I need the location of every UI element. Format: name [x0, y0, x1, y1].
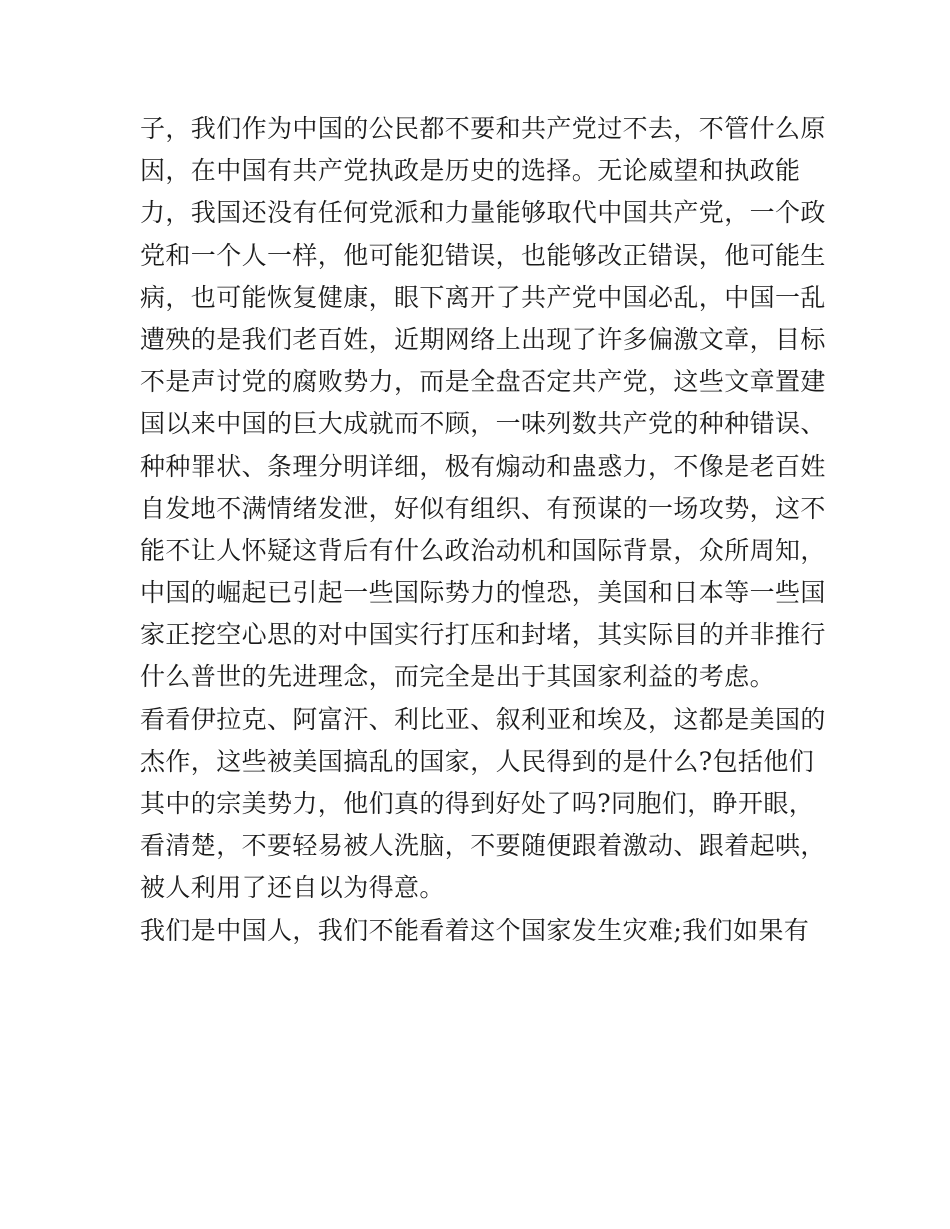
text-line: 自发地不满情绪发泄，好似有组织、有预谋的一场攻势，这不	[140, 493, 826, 523]
text-line: 子，我们作为中国的公民都不要和共产党过不去，不管什么原	[140, 114, 826, 143]
text-line: 什么普世的先进理念，而完全是出于其国家利益的考虑。	[140, 662, 776, 692]
text-line: 看清楚，不要轻易被人洗脑，不要随便跟着激动、跟着起哄，	[140, 831, 826, 861]
body-text	[140, 108, 826, 952]
text-line: 种种罪状、条理分明详细，极有煽动和蛊惑力，不像是老百姓	[140, 451, 826, 481]
paragraph-start-line: 看看伊拉克、阿富汗、利比亚、叙利亚和埃及，这都是美国的	[140, 704, 826, 734]
text-line: 被人利用了还自以为得意。	[140, 873, 445, 903]
text-line: 党和一个人一样，他可能犯错误，也能够改正错误，他可能生	[140, 240, 826, 270]
text-line: 因，在中国有共产党执政是历史的选择。无论威望和执政能	[140, 156, 801, 186]
text-line: 国以来中国的巨大成就而不顾，一味列数共产党的种种错误、	[140, 409, 826, 439]
text-line: 力，我国还没有任何党派和力量能够取代中国共产党，一个政	[140, 198, 826, 228]
paragraph-start-line: 我们是中国人，我们不能看着这个国家发生灾难;我们如果有	[140, 915, 810, 945]
text-line: 中国的崛起已引起一些国际势力的惶恐，美国和日本等一些国	[140, 578, 826, 608]
text-line: 能不让人怀疑这背后有什么政治动机和国际背景，众所周知，	[140, 535, 826, 565]
text-line: 其中的宗美势力，他们真的得到好处了吗?同胞们，睁开眼，	[140, 789, 815, 818]
text-line: 家正挖空心思的对中国实行打压和封堵，其实际目的并非推行	[140, 620, 826, 650]
text-line: 不是声讨党的腐败势力，而是全盘否定共产党，这些文章置建	[140, 367, 826, 397]
text-line: 遭殃的是我们老百姓，近期网络上出现了许多偏激文章，目标	[140, 324, 826, 354]
text-line: 病，也可能恢复健康，眼下离开了共产党中国必乱，中国一乱	[140, 282, 826, 312]
text-line: 杰作，这些被美国搞乱的国家，人民得到的是什么?包括他们	[140, 746, 815, 776]
